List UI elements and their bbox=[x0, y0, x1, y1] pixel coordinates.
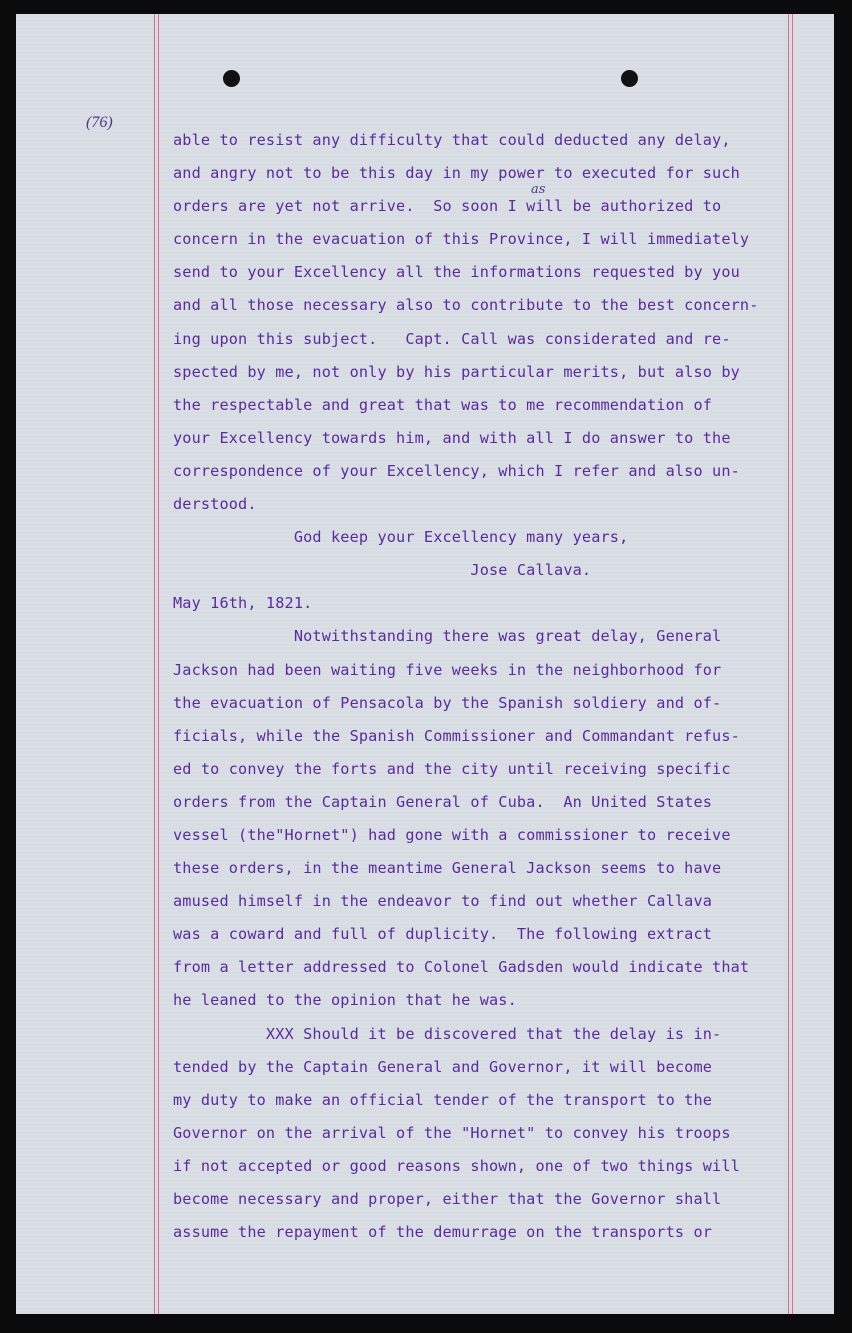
text-line: Jose Callava. bbox=[173, 561, 592, 580]
text-line: if not accepted or good reasons shown, one of two things will bbox=[173, 1156, 740, 1175]
text-line: derstood. bbox=[173, 495, 257, 514]
text-line: ed to convey the forts and the city until receiving specific bbox=[173, 759, 731, 778]
text-line: Notwithstanding there was great delay, General bbox=[173, 627, 722, 646]
text-line: orders are yet not arrive. So soon I will be authorized to bbox=[173, 197, 722, 216]
text-line: ficials, while the Spanish Commissioner and Commandant refus- bbox=[173, 726, 740, 745]
text-line: amused himself in the endeavor to find out whether Callava bbox=[173, 892, 713, 911]
text-line: and all those necessary also to contribute to the best concern- bbox=[173, 296, 759, 315]
text-line: the respectable and great that was to me recommendation of bbox=[173, 395, 713, 414]
text-line: XXX Should it be discovered that the delay is in- bbox=[173, 1024, 722, 1043]
text-line: he leaned to the opinion that he was. bbox=[173, 991, 517, 1010]
typed-text-body bbox=[173, 124, 823, 1249]
text-line: become necessary and proper, either that the Governor shall bbox=[173, 1190, 722, 1208]
punch-hole-right bbox=[621, 70, 638, 87]
text-line: assume the repayment of the demurrage on the transports or bbox=[173, 1223, 713, 1242]
text-line: your Excellency towards him, and with all I do answer to the bbox=[173, 428, 731, 447]
page-number: (76) bbox=[86, 114, 113, 131]
text-line: May 16th, 1821. bbox=[173, 594, 313, 613]
text-line: and angry not to be this day in my power to executed for such bbox=[173, 164, 740, 183]
text-line: my duty to make an official tender of the transport to the bbox=[173, 1090, 713, 1109]
text-line: vessel (the"Hornet") had gone with a commissioner to receive bbox=[173, 825, 731, 844]
text-line: the evacuation of Pensacola by the Spanish soldiery and of- bbox=[173, 693, 722, 712]
text-line: orders from the Captain General of Cuba. An United States bbox=[173, 792, 713, 811]
text-line: was a coward and full of duplicity. The following extract bbox=[173, 925, 713, 944]
punch-hole-left bbox=[223, 70, 240, 87]
text-line: able to resist any difficulty that could deducted any delay, bbox=[173, 131, 731, 149]
text-line: spected by me, not only by his particular merits, but also by bbox=[173, 362, 740, 381]
handwritten-insert: as bbox=[531, 182, 546, 197]
text-line: these orders, in the meantime General Jackson seems to have bbox=[173, 859, 722, 878]
text-line: correspondence of your Excellency, which I refer and also un- bbox=[173, 461, 740, 480]
document-page bbox=[16, 14, 834, 1314]
text-line: send to your Excellency all the informations requested by you bbox=[173, 263, 740, 282]
left-margin-line-2 bbox=[158, 14, 159, 1314]
text-line: from a letter addressed to Colonel Gadsden would indicate that bbox=[173, 958, 750, 977]
text-line: concern in the evacuation of this Province, I will immediately bbox=[173, 230, 750, 249]
text-line: Jackson had been waiting five weeks in the neighborhood for bbox=[173, 660, 722, 679]
left-margin-line bbox=[154, 14, 155, 1314]
text-line: tended by the Captain General and Governor, it will become bbox=[173, 1057, 713, 1076]
text-line: ing upon this subject. Capt. Call was considerated and re- bbox=[173, 329, 731, 348]
text-line: God keep your Excellency many years, bbox=[173, 528, 629, 547]
text-line: Governor on the arrival of the "Hornet" to convey his troops bbox=[173, 1123, 731, 1142]
